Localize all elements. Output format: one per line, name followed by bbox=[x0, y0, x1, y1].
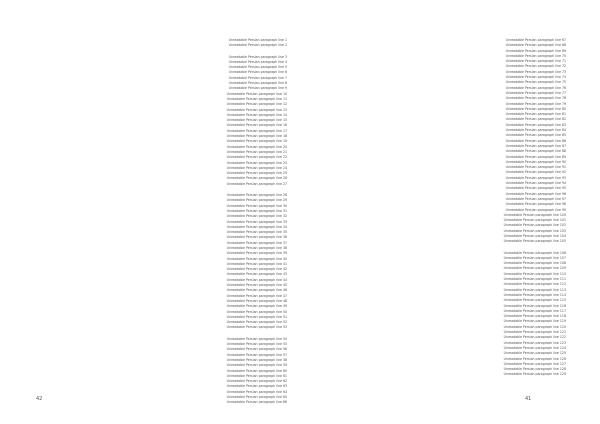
right-line: Unreadable Persian paragraph line 114 bbox=[503, 292, 566, 297]
right-line: Unreadable Persian paragraph line 73 bbox=[505, 69, 566, 74]
left-line: Unreadable Persian paragraph line 65 bbox=[226, 395, 287, 399]
right-line: Unreadable Persian paragraph line 118 bbox=[503, 314, 566, 319]
left-line: Unreadable Persian paragraph line 31 bbox=[226, 208, 287, 213]
left-line: Unreadable Persian paragraph line 12 bbox=[226, 102, 287, 107]
left-line: Unreadable Persian paragraph line 8 bbox=[228, 81, 287, 86]
left-block-2 bbox=[35, 55, 287, 187]
right-line: Unreadable Persian paragraph line 89 bbox=[505, 154, 566, 159]
left-line: Unreadable Persian paragraph line 4 bbox=[228, 59, 287, 64]
right-line: Unreadable Persian paragraph line 68 bbox=[505, 43, 566, 48]
right-line: Unreadable Persian paragraph line 115 bbox=[503, 298, 566, 303]
left-line: Unreadable Persian paragraph line 43 bbox=[226, 272, 287, 277]
left-line: Unreadable Persian paragraph line 39 bbox=[226, 251, 287, 256]
left-line: Unreadable Persian paragraph line 22 bbox=[226, 155, 287, 160]
left-line: Unreadable Persian paragraph line 46 bbox=[226, 288, 287, 293]
right-line: Unreadable Persian paragraph line 77 bbox=[505, 90, 566, 95]
right-line: Unreadable Persian paragraph line 91 bbox=[505, 165, 566, 170]
left-line: Unreadable Persian paragraph line 52 bbox=[226, 320, 287, 325]
right-line: Unreadable Persian paragraph line 105 bbox=[503, 239, 566, 244]
right-line: Unreadable Persian paragraph line 78 bbox=[505, 96, 566, 101]
page-number-left: 42 bbox=[36, 396, 43, 402]
right-line: Unreadable Persian paragraph line 120 bbox=[503, 324, 566, 329]
left-line: Unreadable Persian paragraph line 61 bbox=[226, 373, 287, 378]
left-block-3 bbox=[35, 193, 287, 331]
right-page bbox=[314, 38, 566, 388]
right-line: Unreadable Persian paragraph line 94 bbox=[505, 181, 566, 186]
right-line: Unreadable Persian paragraph line 90 bbox=[505, 159, 566, 164]
left-line: Unreadable Persian paragraph line 54 bbox=[226, 336, 287, 341]
left-line: Unreadable Persian paragraph line 21 bbox=[226, 149, 287, 154]
right-line: Unreadable Persian paragraph line 70 bbox=[505, 53, 566, 58]
right-line: Unreadable Persian paragraph line 109 bbox=[503, 266, 566, 271]
right-line: Unreadable Persian paragraph line 75 bbox=[505, 80, 566, 85]
right-line: Unreadable Persian paragraph line 95 bbox=[505, 186, 566, 191]
right-line: Unreadable Persian paragraph line 108 bbox=[503, 261, 566, 266]
right-line: Unreadable Persian paragraph line 85 bbox=[505, 133, 566, 138]
left-line: Unreadable Persian paragraph line 59 bbox=[226, 363, 287, 368]
right-line: Unreadable Persian paragraph line 67 bbox=[505, 38, 566, 42]
right-line: Unreadable Persian paragraph line 82 bbox=[505, 117, 566, 122]
right-line: Unreadable Persian paragraph line 80 bbox=[505, 106, 566, 111]
right-line: Unreadable Persian paragraph line 128 bbox=[503, 367, 566, 372]
left-page bbox=[35, 38, 287, 405]
right-line: Unreadable Persian paragraph line 116 bbox=[503, 303, 566, 308]
right-line: Unreadable Persian paragraph line 127 bbox=[503, 361, 566, 366]
right-line: Unreadable Persian paragraph line 72 bbox=[505, 64, 566, 69]
left-line: Unreadable Persian paragraph line 42 bbox=[226, 267, 287, 272]
left-line: Unreadable Persian paragraph line 20 bbox=[226, 144, 287, 149]
left-line: Unreadable Persian paragraph line 62 bbox=[226, 379, 287, 384]
right-line: Unreadable Persian paragraph line 84 bbox=[505, 128, 566, 133]
left-block-4 bbox=[35, 337, 287, 406]
left-line: Unreadable Persian paragraph line 55 bbox=[226, 342, 287, 347]
right-line: Unreadable Persian paragraph line 86 bbox=[505, 138, 566, 143]
right-line: Unreadable Persian paragraph line 106 bbox=[503, 250, 566, 255]
left-line: Unreadable Persian paragraph line 34 bbox=[226, 224, 287, 229]
right-line: Unreadable Persian paragraph line 79 bbox=[505, 101, 566, 106]
left-line: Unreadable Persian paragraph line 49 bbox=[226, 304, 287, 309]
left-line: Unreadable Persian paragraph line 44 bbox=[226, 277, 287, 282]
left-line: Unreadable Persian paragraph line 48 bbox=[226, 298, 287, 303]
right-line: Unreadable Persian paragraph line 76 bbox=[505, 85, 566, 90]
right-block-2 bbox=[314, 251, 566, 378]
left-line: Unreadable Persian paragraph line 5 bbox=[228, 65, 287, 70]
right-line: Unreadable Persian paragraph line 83 bbox=[505, 122, 566, 127]
left-line: Unreadable Persian paragraph line 47 bbox=[226, 293, 287, 298]
right-line: Unreadable Persian paragraph line 119 bbox=[503, 319, 566, 324]
left-line: Unreadable Persian paragraph line 33 bbox=[226, 219, 287, 224]
left-line: Unreadable Persian paragraph line 66 bbox=[226, 400, 287, 405]
left-line: Unreadable Persian paragraph line 58 bbox=[226, 357, 287, 362]
left-line: Unreadable Persian paragraph line 35 bbox=[226, 230, 287, 235]
left-line: Unreadable Persian paragraph line 11 bbox=[226, 96, 287, 101]
left-line: Unreadable Persian paragraph line 16 bbox=[226, 123, 287, 128]
left-line: Unreadable Persian paragraph line 17 bbox=[226, 128, 287, 133]
left-line: Unreadable Persian paragraph line 30 bbox=[226, 203, 287, 208]
right-line: Unreadable Persian paragraph line 100 bbox=[503, 212, 566, 217]
left-line: Unreadable Persian paragraph line 38 bbox=[226, 245, 287, 250]
right-line: Unreadable Persian paragraph line 117 bbox=[503, 308, 566, 313]
right-block-1 bbox=[314, 38, 566, 245]
left-line: Unreadable Persian paragraph line 13 bbox=[226, 107, 287, 112]
right-line: Unreadable Persian paragraph line 126 bbox=[503, 356, 566, 361]
left-line: Unreadable Persian paragraph line 40 bbox=[226, 256, 287, 261]
right-line: Unreadable Persian paragraph line 124 bbox=[503, 345, 566, 350]
left-line: Unreadable Persian paragraph line 26 bbox=[226, 176, 287, 181]
right-line: Unreadable Persian paragraph line 71 bbox=[505, 59, 566, 64]
right-line: Unreadable Persian paragraph line 102 bbox=[503, 223, 566, 228]
left-line: Unreadable Persian paragraph line 14 bbox=[226, 112, 287, 117]
left-line: Unreadable Persian paragraph line 63 bbox=[226, 384, 287, 389]
left-line: Unreadable Persian paragraph line 25 bbox=[226, 171, 287, 176]
right-line: Unreadable Persian paragraph line 129 bbox=[503, 372, 566, 377]
right-line: Unreadable Persian paragraph line 101 bbox=[503, 218, 566, 223]
right-line: Unreadable Persian paragraph line 74 bbox=[505, 75, 566, 80]
left-line: Unreadable Persian paragraph line 18 bbox=[226, 134, 287, 139]
left-line: Unreadable Persian paragraph line 29 bbox=[226, 198, 287, 203]
left-line: Unreadable Persian paragraph line 56 bbox=[226, 347, 287, 352]
left-line: Unreadable Persian paragraph line 36 bbox=[226, 235, 287, 240]
left-line: Unreadable Persian paragraph line 37 bbox=[226, 240, 287, 245]
left-line: Unreadable Persian paragraph line 50 bbox=[226, 309, 287, 314]
right-line: Unreadable Persian paragraph line 113 bbox=[503, 287, 566, 292]
left-line: Unreadable Persian paragraph line 27 bbox=[226, 181, 287, 186]
right-line: Unreadable Persian paragraph line 98 bbox=[505, 202, 566, 207]
right-line: Unreadable Persian paragraph line 121 bbox=[503, 330, 566, 335]
left-line: Unreadable Persian paragraph line 64 bbox=[226, 389, 287, 394]
left-line: Unreadable Persian paragraph line 28 bbox=[226, 193, 287, 198]
right-line: Unreadable Persian paragraph line 92 bbox=[505, 170, 566, 175]
left-line: Unreadable Persian paragraph line 23 bbox=[226, 160, 287, 165]
left-line: Unreadable Persian paragraph line 51 bbox=[226, 314, 287, 319]
left-line: Unreadable Persian paragraph line 15 bbox=[226, 118, 287, 123]
right-line: Unreadable Persian paragraph line 103 bbox=[503, 228, 566, 233]
right-line: Unreadable Persian paragraph line 99 bbox=[505, 207, 566, 212]
left-line: Unreadable Persian paragraph line 6 bbox=[228, 70, 287, 75]
left-line: Unreadable Persian paragraph line 1 bbox=[228, 38, 287, 42]
left-line: Unreadable Persian paragraph line 60 bbox=[226, 368, 287, 373]
right-line: Unreadable Persian paragraph line 111 bbox=[503, 277, 566, 282]
right-line: Unreadable Persian paragraph line 81 bbox=[505, 112, 566, 117]
left-line: Unreadable Persian paragraph line 9 bbox=[228, 86, 287, 91]
right-line: Unreadable Persian paragraph line 125 bbox=[503, 351, 566, 356]
left-line: Unreadable Persian paragraph line 32 bbox=[226, 214, 287, 219]
left-line: Unreadable Persian paragraph line 2 bbox=[228, 43, 287, 48]
right-line: Unreadable Persian paragraph line 97 bbox=[505, 196, 566, 201]
right-line: Unreadable Persian paragraph line 123 bbox=[503, 340, 566, 345]
left-line: Unreadable Persian paragraph line 24 bbox=[226, 165, 287, 170]
right-line: Unreadable Persian paragraph line 93 bbox=[505, 175, 566, 180]
left-line: Unreadable Persian paragraph line 57 bbox=[226, 352, 287, 357]
page-number-right: 41 bbox=[525, 396, 532, 402]
right-line: Unreadable Persian paragraph line 96 bbox=[505, 191, 566, 196]
right-line: Unreadable Persian paragraph line 88 bbox=[505, 149, 566, 154]
right-line: Unreadable Persian paragraph line 122 bbox=[503, 335, 566, 340]
right-line: Unreadable Persian paragraph line 104 bbox=[503, 233, 566, 238]
left-line: Unreadable Persian paragraph line 53 bbox=[226, 325, 287, 330]
right-line: Unreadable Persian paragraph line 87 bbox=[505, 143, 566, 148]
left-line: Unreadable Persian paragraph line 45 bbox=[226, 283, 287, 288]
left-block-1 bbox=[35, 38, 287, 49]
left-line: Unreadable Persian paragraph line 7 bbox=[228, 75, 287, 80]
right-line: Unreadable Persian paragraph line 112 bbox=[503, 282, 566, 287]
left-line: Unreadable Persian paragraph line 19 bbox=[226, 139, 287, 144]
right-line: Unreadable Persian paragraph line 69 bbox=[505, 48, 566, 53]
right-line: Unreadable Persian paragraph line 107 bbox=[503, 255, 566, 260]
left-line: Unreadable Persian paragraph line 41 bbox=[226, 261, 287, 266]
right-line: Unreadable Persian paragraph line 110 bbox=[503, 271, 566, 276]
left-line: Unreadable Persian paragraph line 10 bbox=[226, 91, 287, 96]
left-line: Unreadable Persian paragraph line 3 bbox=[228, 54, 287, 59]
